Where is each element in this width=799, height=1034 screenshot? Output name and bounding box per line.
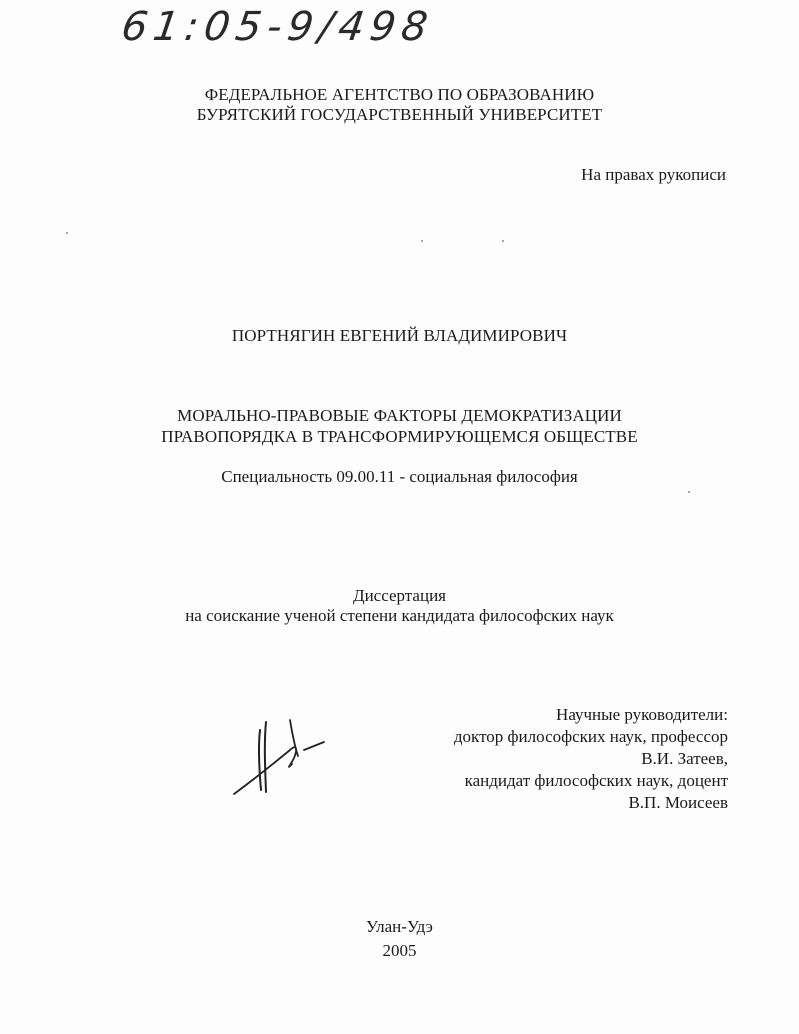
agency-name: ФЕДЕРАЛЬНОЕ АГЕНТСТВО ПО ОБРАЗОВАНИЮ (204, 85, 595, 104)
supervisor-2-name: В.П. Моисеев (628, 793, 728, 812)
dissertation-label: Диссертация (352, 586, 446, 605)
supervisor-1-name: В.И. Затеев, (641, 749, 728, 768)
signature-mark (228, 712, 328, 802)
university-name: БУРЯТСКИЙ ГОСУДАРСТВЕННЫЙ УНИВЕРСИТЕТ (196, 105, 603, 124)
supervisor-2-title: кандидат философских наук, доцент (464, 771, 728, 790)
supervisors-heading: Научные руководители: (556, 705, 728, 724)
city: Улан-Удэ (366, 917, 433, 936)
specialty: Специальность 09.00.11 - социальная философия (221, 467, 578, 486)
supervisors-block (368, 704, 728, 814)
author-name: ПОРТНЯГИН ЕВГЕНИЙ ВЛАДИМИРОВИЧ (231, 326, 568, 345)
dissertation-degree: на соискание ученой степени кандидата философских наук (185, 606, 614, 625)
supervisor-1-title: доктор философских наук, профессор (453, 727, 728, 746)
archive-code: 61:05-9/498 (118, 4, 437, 50)
scan-speck (688, 491, 690, 493)
scan-speck (502, 240, 504, 242)
title-line-1: МОРАЛЬНО-ПРАВОВЫЕ ФАКТОРЫ ДЕМОКРАТИЗАЦИИ (177, 406, 622, 425)
year: 2005 (382, 941, 417, 960)
scan-speck (66, 232, 68, 234)
manuscript-note: На правах рукописи (581, 165, 726, 184)
scan-speck (421, 240, 423, 242)
title-line-2: ПРАВОПОРЯДКА В ТРАНСФОРМИРУЮЩЕМСЯ ОБЩЕСТВЕ (161, 427, 638, 446)
